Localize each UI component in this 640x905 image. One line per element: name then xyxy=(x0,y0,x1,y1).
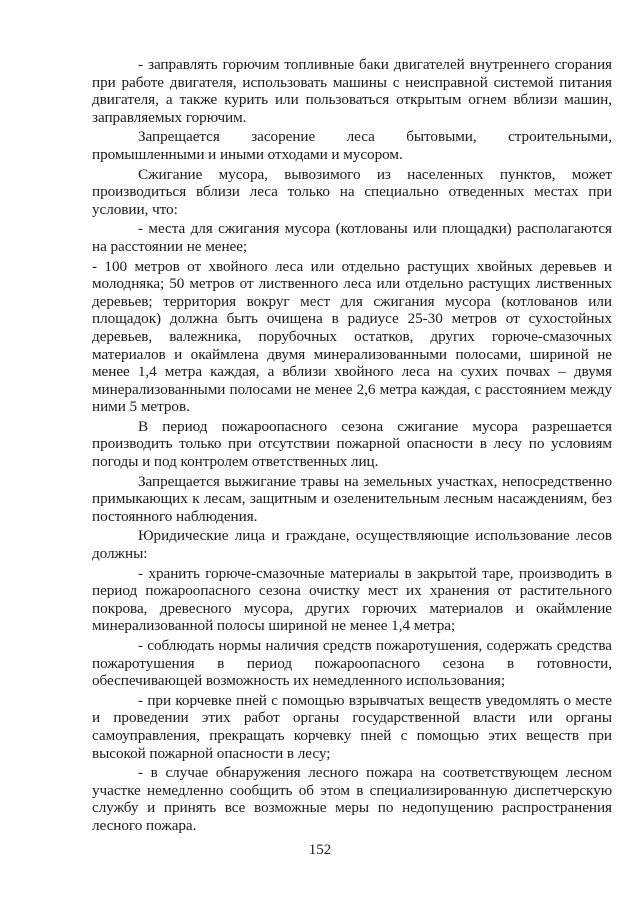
paragraph-refueling-ban: - заправлять горючим топливные баки двигателей внутреннего сгорания при работе двигателя, использовать машины с неисправной системой питания двигателя, а также курить или пользоваться открытым огнем вблизи машин, заправляемых горючим. xyxy=(92,56,612,126)
paragraph-grass-burning-ban: Запрещается выжигание травы на земельных участках, непосредственно примыкающих к лесам, защитным и озеленительным лесным насаждениям, без постоянного наблюдения. xyxy=(92,472,612,525)
paragraph-stump-removal: - при корчевке пней с помощью взрывчатых веществ уведомлять о месте и проведении этих работ органы государственной власти или органы самоуправления, прекращать корчевку пней с помощью этих веществ при высокой пожарной опасности в лесу; xyxy=(92,691,612,762)
paragraph-fire-season-burning: В период пожароопасного сезона сжигание мусора разрешается производить только при отсутствии пожарной опасности в лесу по условиям погоды и под контролем ответственных лиц. xyxy=(92,417,612,471)
paragraph-burning-conditions: Сжигание мусора, вывозимого из населенных пунктов, может производиться вблизи леса только на специально отведенных местах при условии, что: xyxy=(92,165,612,218)
page-number: 152 xyxy=(308,842,332,858)
paragraph-fuel-storage: - хранить горюче-смазочные материалы в закрытой таре, производить в период пожароопасного сезона очистку мест их хранения от растительного покрова, древесного мусора, других горючих материалов и окаймление минерализованной полосы шириной не менее 1,4 метра; xyxy=(92,564,612,635)
document-body xyxy=(92,56,612,837)
paragraph-forest-users-duties: Юридические лица и граждане, осуществляющие использование лесов должны: xyxy=(92,527,612,563)
paragraph-firefighting-equipment: - соблюдать нормы наличия средств пожаротушения, содержать средства пожаротушения в период пожароопасного сезона в готовности, обеспечивающей возможность их немедленного использования; xyxy=(92,637,612,690)
paragraph-littering-ban: Запрещается засорение леса бытовыми, строительными, промышленными и иными отходами и мусором. xyxy=(92,128,612,163)
paragraph-burning-site-distance: - места для сжигания мусора (котлованы или площадки) располагаются на расстоянии не менее; xyxy=(92,220,612,255)
paragraph-fire-reporting: - в случае обнаружения лесного пожара на соответствующем лесном участке немедленно сообщить об этом в специализированную диспетчерскую службу и принять все возможные меры по недопущению распространения лесного пожара. xyxy=(92,764,612,834)
paragraph-distance-requirements: - 100 метров от хвойного леса или отдельно растущих хвойных деревьев и молодняка; 50 метров от лиственного леса или отдельно растущих лиственных деревьев; территория вокруг мест для сжигания мусора (котлованов или площадок) должна быть очищена в радиусе 25-30 метров от сухостойных деревьев, валежника, порубочных остатков, других горюче-смазочных материалов и окаймлена двумя минерализованными полосами, шириной не менее 1,4 метра каждая, а вблизи хвойного леса на сухих почвах – двумя минерализованными полосами не менее 2,6 метра каждая, с расстоянием между ними 5 метров. xyxy=(92,257,612,416)
